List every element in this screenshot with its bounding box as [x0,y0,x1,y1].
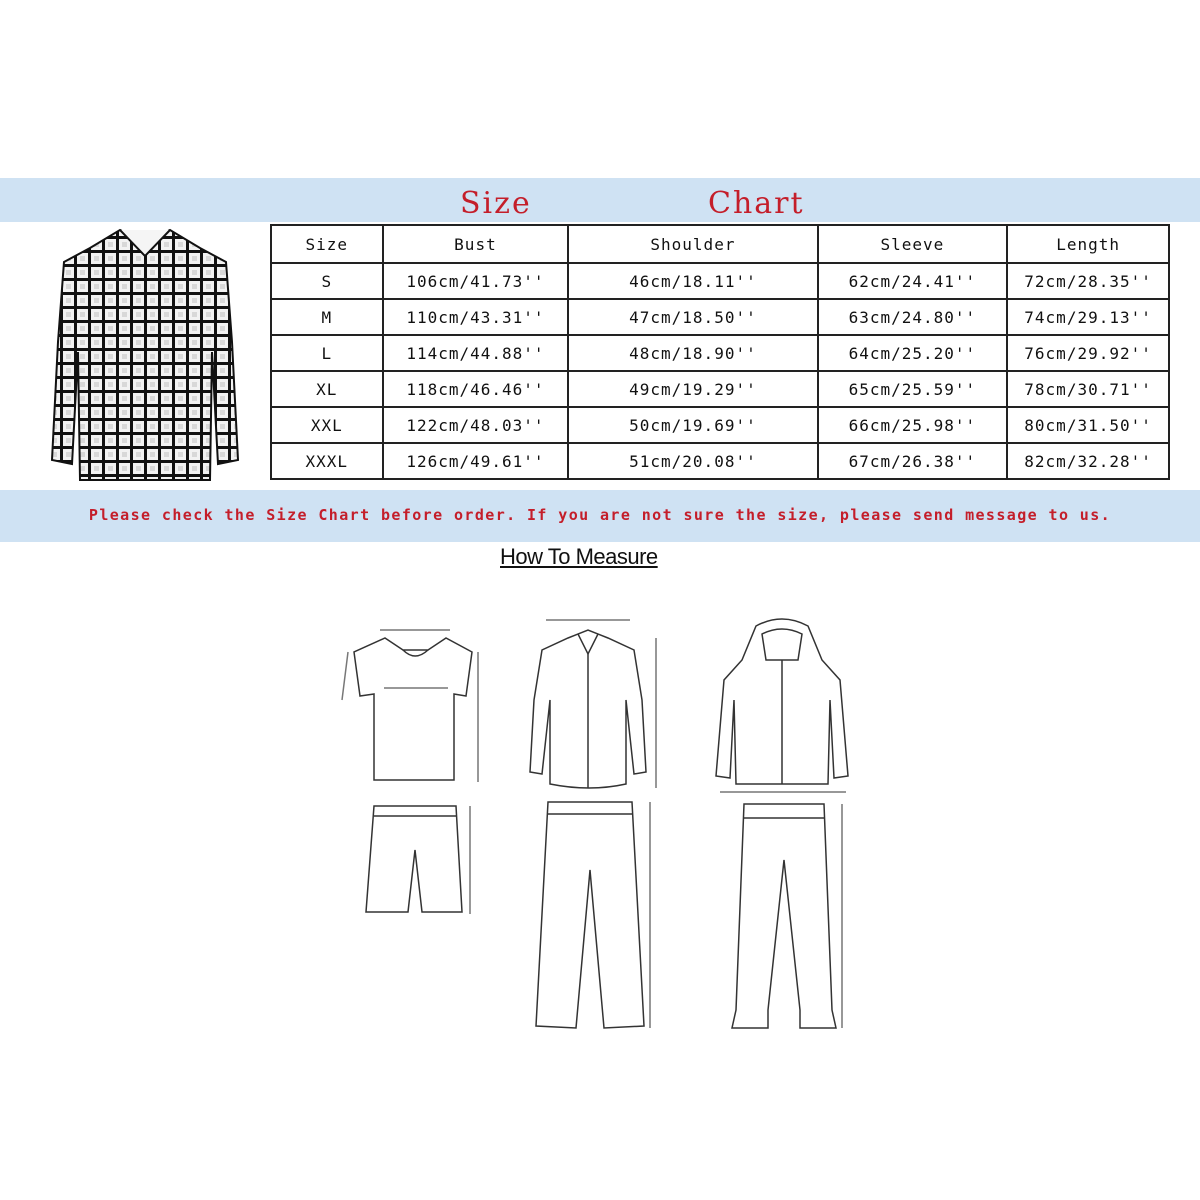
cell-shoulder: 49cm/19.29'' [568,371,817,407]
cell-length: 80cm/31.50'' [1007,407,1169,443]
cell-size: S [271,263,383,299]
cell-bust: 126cm/49.61'' [383,443,569,479]
cell-length: 76cm/29.92'' [1007,335,1169,371]
col-header-shoulder: Shoulder [568,225,817,263]
cell-size: XL [271,371,383,407]
cell-sleeve: 65cm/25.59'' [818,371,1008,407]
notice-text: Please check the Size Chart before order. If you are not sure the size, please send message to us. [88,506,1112,524]
title-chart: Chart [708,186,805,221]
cell-shoulder: 47cm/18.50'' [568,299,817,335]
cell-bust: 114cm/44.88'' [383,335,569,371]
table-header-row [271,225,1169,263]
dress-shirt-diagram-icon [530,620,656,788]
cell-sleeve: 64cm/25.20'' [818,335,1008,371]
table-row [271,335,1169,371]
title-size: Size [460,186,532,221]
tshirt-diagram-icon [342,630,478,782]
table-row [271,263,1169,299]
cell-bust: 110cm/43.31'' [383,299,569,335]
cell-length: 74cm/29.13'' [1007,299,1169,335]
table-row [271,443,1169,479]
joggers-diagram-icon [732,804,842,1028]
table-row [271,371,1169,407]
cell-shoulder: 50cm/19.69'' [568,407,817,443]
cell-shoulder: 48cm/18.90'' [568,335,817,371]
cell-shoulder: 46cm/18.11'' [568,263,817,299]
cell-sleeve: 63cm/24.80'' [818,299,1008,335]
header-band [0,178,1200,222]
cell-length: 78cm/30.71'' [1007,371,1169,407]
cell-bust: 118cm/46.46'' [383,371,569,407]
cell-sleeve: 66cm/25.98'' [818,407,1008,443]
hoodie-diagram-icon [716,619,848,792]
shorts-diagram-icon [366,806,470,914]
size-table [270,224,1170,480]
col-header-sleeve: Sleeve [818,225,1008,263]
cell-length: 82cm/32.28'' [1007,443,1169,479]
cell-length: 72cm/28.35'' [1007,263,1169,299]
cell-size: XXXL [271,443,383,479]
plaid-shirt-icon [32,222,258,490]
cell-size: M [271,299,383,335]
cell-bust: 106cm/41.73'' [383,263,569,299]
cell-sleeve: 67cm/26.38'' [818,443,1008,479]
pants-diagram-icon [536,802,650,1028]
col-header-bust: Bust [383,225,569,263]
how-to-measure-title: How To Measure [500,544,658,569]
col-header-length: Length [1007,225,1169,263]
cell-shoulder: 51cm/20.08'' [568,443,817,479]
measure-diagrams [300,590,900,1050]
table-row [271,299,1169,335]
table-row [271,407,1169,443]
cell-sleeve: 62cm/24.41'' [818,263,1008,299]
cell-bust: 122cm/48.03'' [383,407,569,443]
cell-size: XXL [271,407,383,443]
cell-size: L [271,335,383,371]
col-header-size: Size [271,225,383,263]
